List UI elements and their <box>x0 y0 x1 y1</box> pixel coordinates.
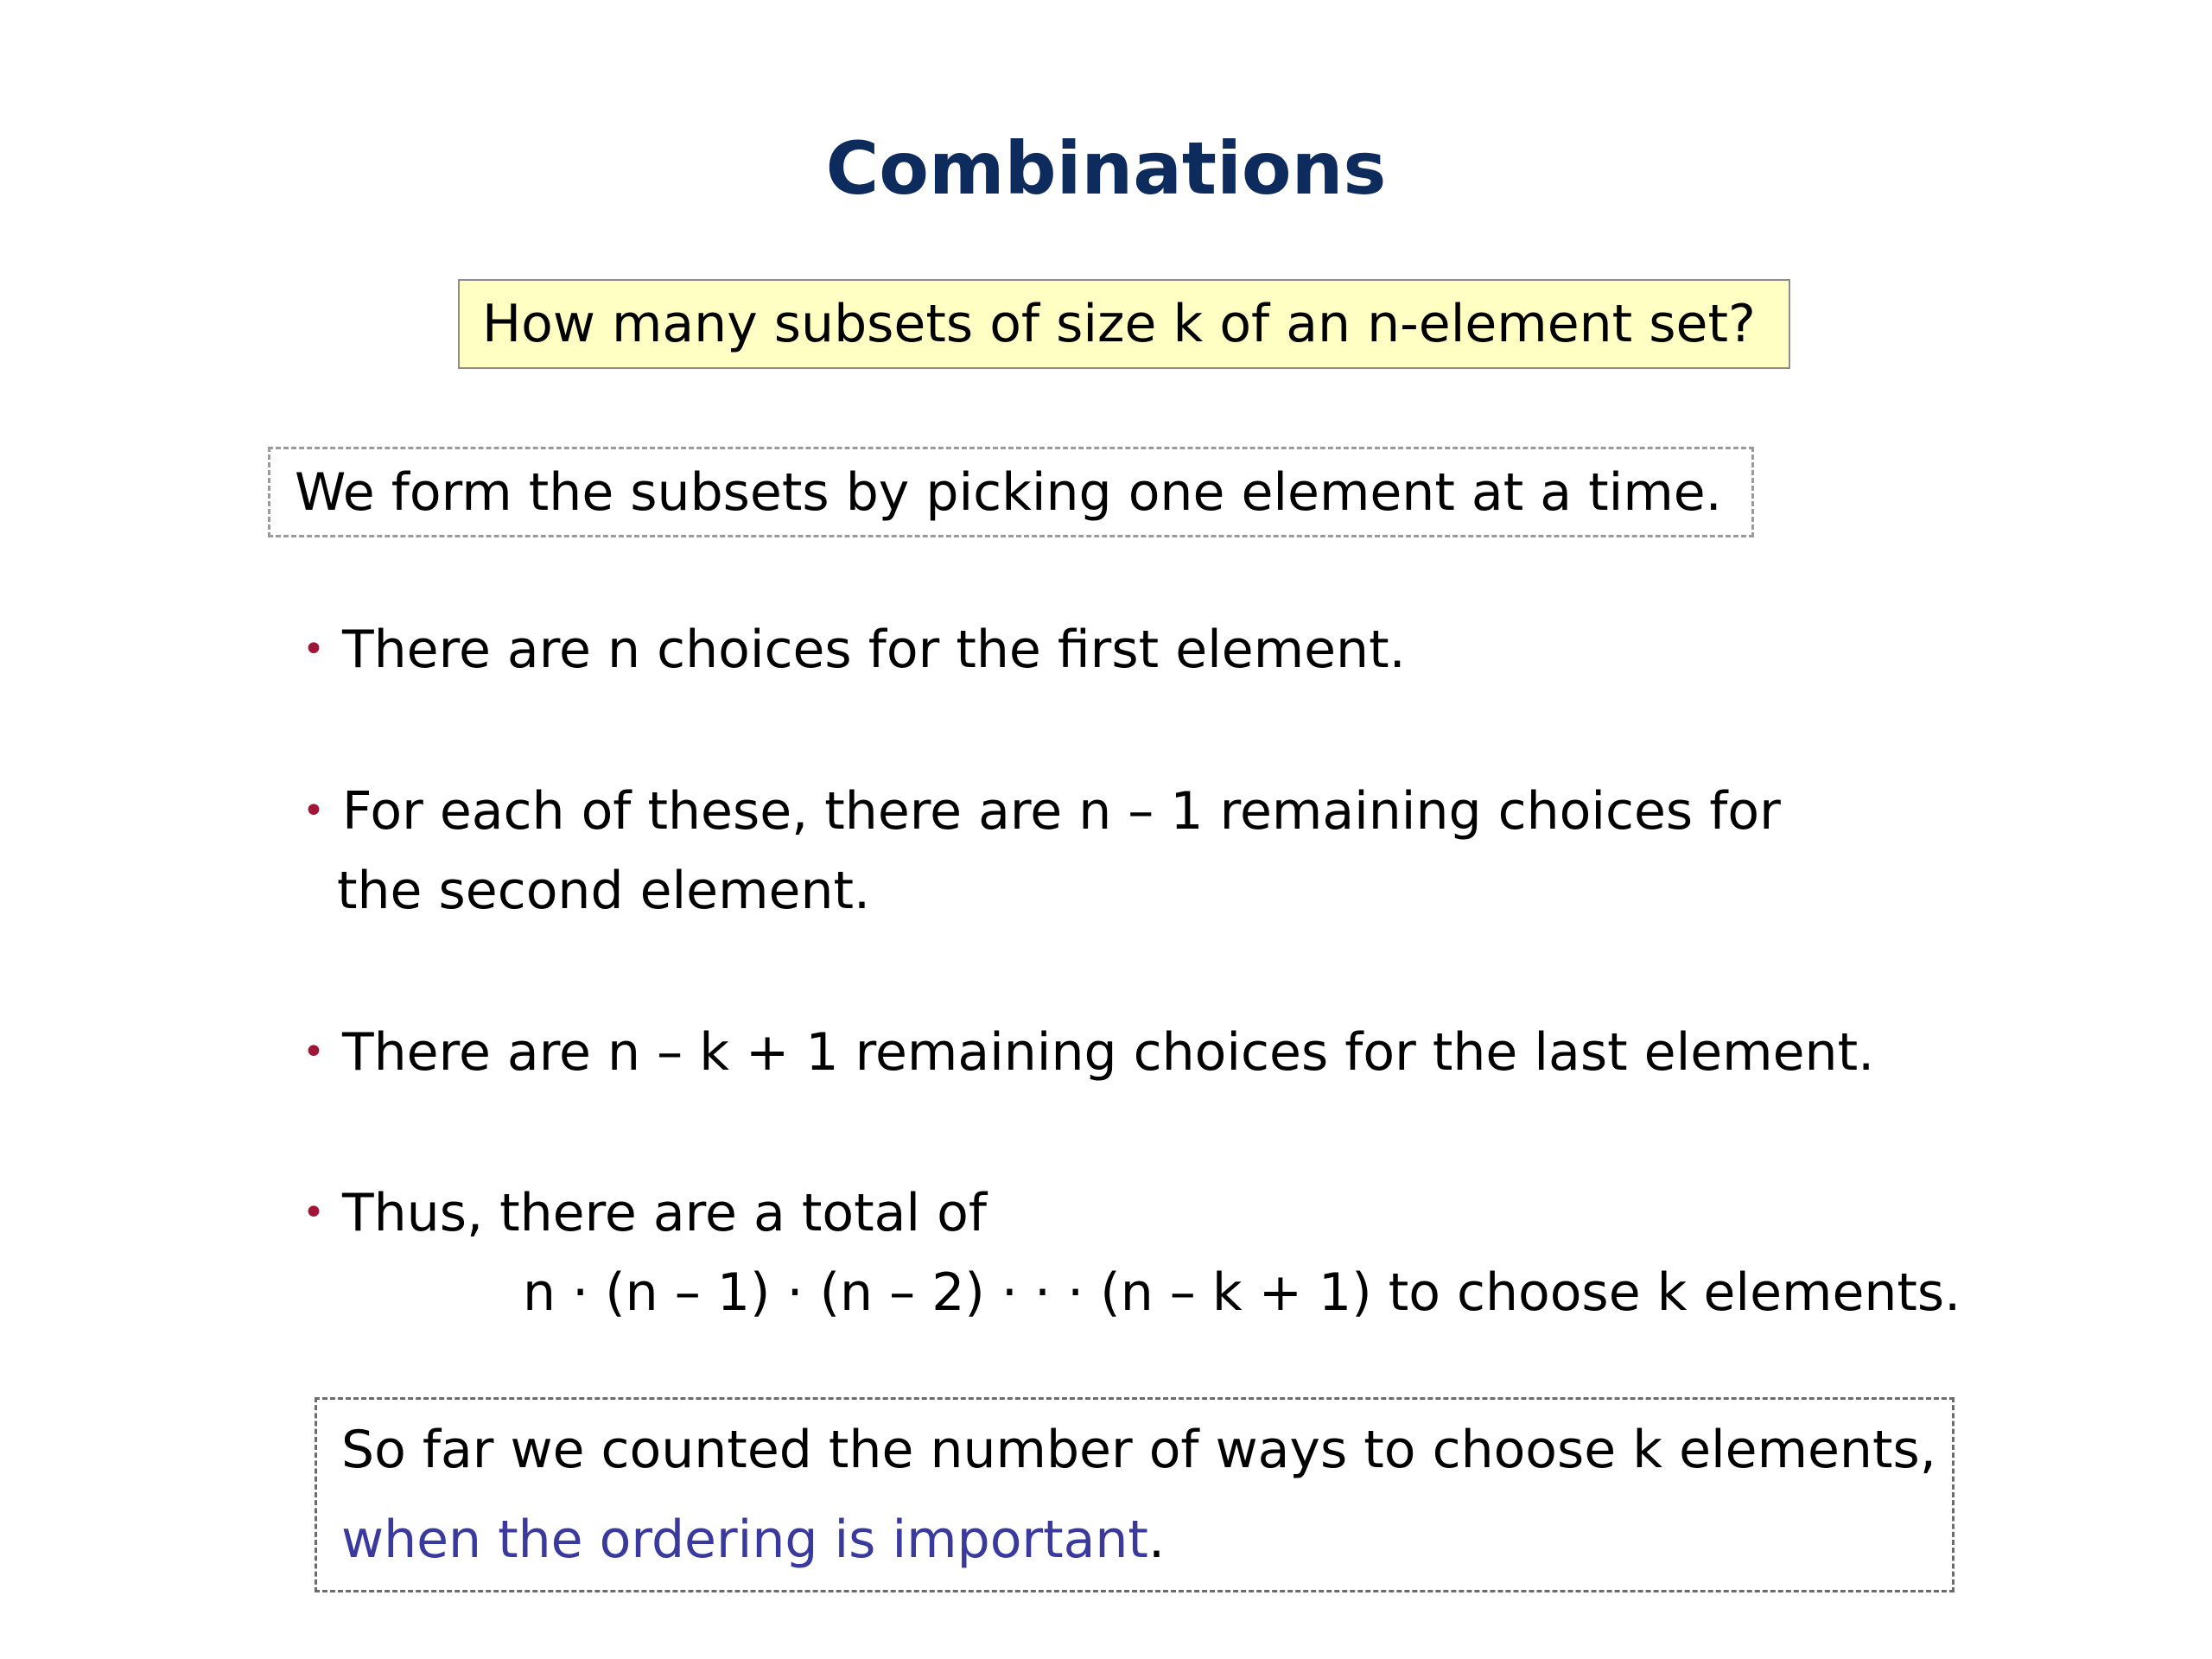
intro-box: We form the subsets by picking one element at a time. <box>268 447 1754 537</box>
bullet-icon: • <box>302 627 325 671</box>
permutation-formula: n · (n – 1) · (n – 2) · · · (n – k + 1) to choose k elements. <box>523 1262 1961 1323</box>
question-box: How many subsets of size k of an n-element set? <box>458 279 1790 369</box>
bullet-continuation: the second element. <box>337 861 871 921</box>
bullet-text: For each of these, there are n – 1 remaining choices for <box>342 781 1781 842</box>
bullet-icon: • <box>302 1030 325 1074</box>
bullet-text: There are n choices for the first element. <box>342 620 1406 680</box>
summary-line-1: So far we counted the number of ways to choose k elements, <box>341 1420 1936 1480</box>
summary-line-2-end: . <box>1147 1510 1166 1570</box>
bullet-text: There are n – k + 1 remaining choices for the last element. <box>342 1022 1875 1083</box>
bullet-icon: • <box>302 789 325 833</box>
bullet-text: Thus, there are a total of <box>342 1183 987 1243</box>
summary-line-2 <box>341 1495 1952 1585</box>
slide-title: Combinations <box>825 126 1387 211</box>
bullet-icon: • <box>302 1191 325 1235</box>
summary-highlight: when the ordering is important <box>341 1510 1148 1570</box>
summary-box <box>315 1397 1955 1592</box>
